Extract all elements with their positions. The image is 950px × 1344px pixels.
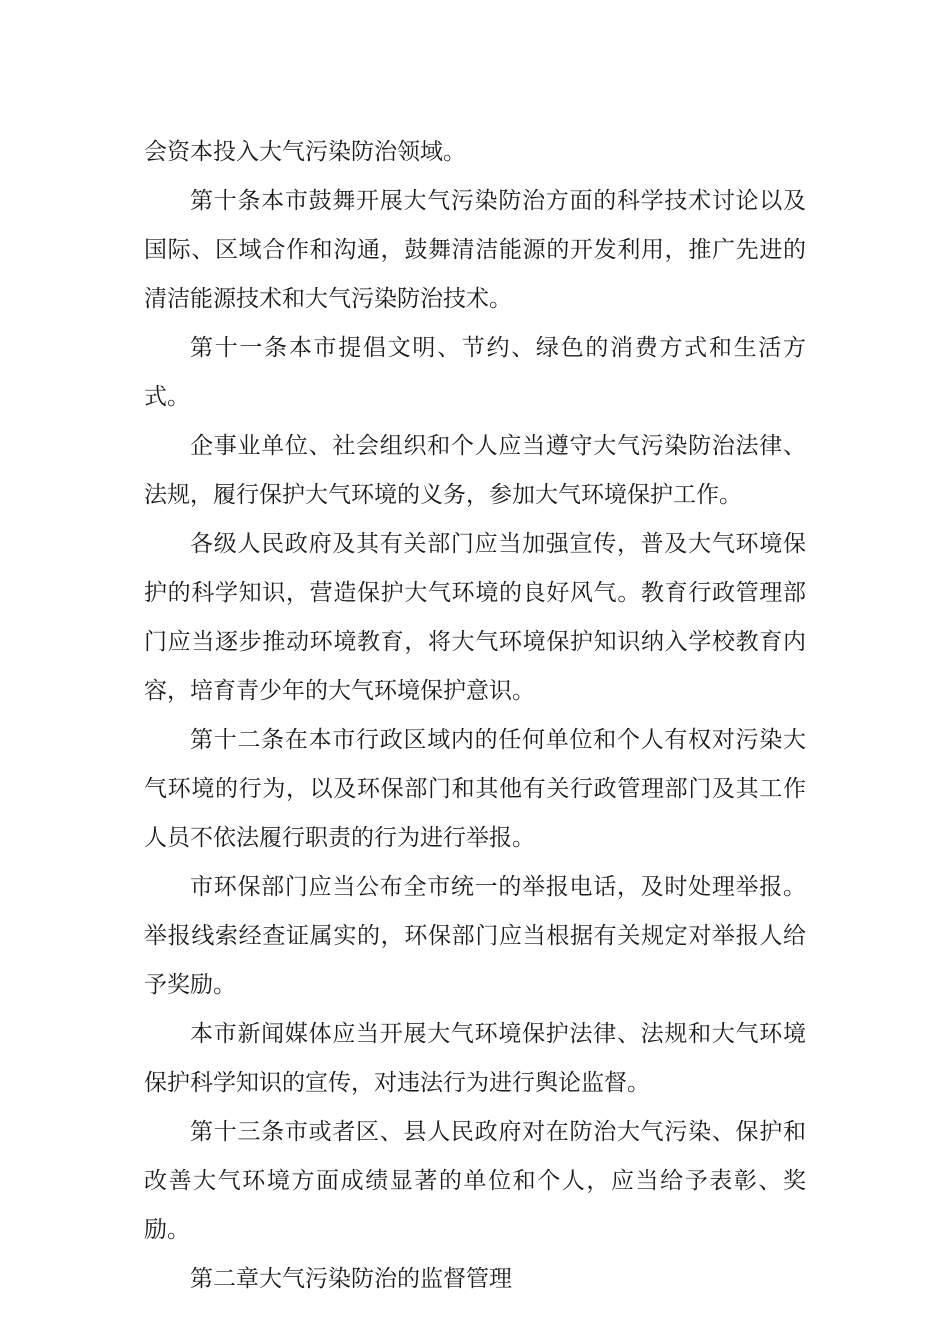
paragraph-article-12-hotline: 市环保部门应当公布全市统一的举报电话，及时处理举报。举报线索经查证属实的，环保部门应当根据有关规定对举报人给予奖励。: [144, 874, 806, 998]
document-body: [144, 128, 806, 1304]
paragraph-article-11: 第十一条本市提倡文明、节约、绿色的消费方式和生活方式。: [144, 335, 806, 410]
paragraph-article-12-media: 本市新闻媒体应当开展大气环境保护法律、法规和大气环境保护科学知识的宣传，对违法行为进行舆论监督。: [144, 1021, 806, 1096]
chapter-heading: 第二章大气污染防治的监督管理: [190, 1266, 512, 1292]
paragraph-article-12: 第十二条在本市行政区域内的任何单位和个人有权对污染大气环境的行为，以及环保部门和其他有关行政管理部门及其工作人员不依法履行职责的行为进行举报。: [144, 727, 806, 851]
paragraph-article-11-education: 各级人民政府及其有关部门应当加强宣传，普及大气环境保护的科学知识，营造保护大气环境的良好风气。教育行政管理部门应当逐步推动环境教育，将大气环境保护知识纳入学校教育内容，培育青少年的大气环境保护意识。: [144, 531, 806, 704]
paragraph-article-10: 第十条本市鼓舞开展大气污染防治方面的科学技术讨论以及国际、区域合作和沟通，鼓舞清洁能源的开发利用，推广先进的清洁能源技术和大气污染防治技术。: [144, 188, 806, 312]
paragraph-continuation: 会资本投入大气污染防治领域。: [144, 139, 466, 165]
paragraph-article-13: 第十三条市或者区、县人民政府对在防治大气污染、保护和改善大气环境方面成绩显著的单位和个人，应当给予表彰、奖励。: [144, 1119, 806, 1243]
paragraph-article-11-duties: 企事业单位、社会组织和个人应当遵守大气污染防治法律、法规，履行保护大气环境的义务，参加大气环境保护工作。: [144, 433, 806, 508]
